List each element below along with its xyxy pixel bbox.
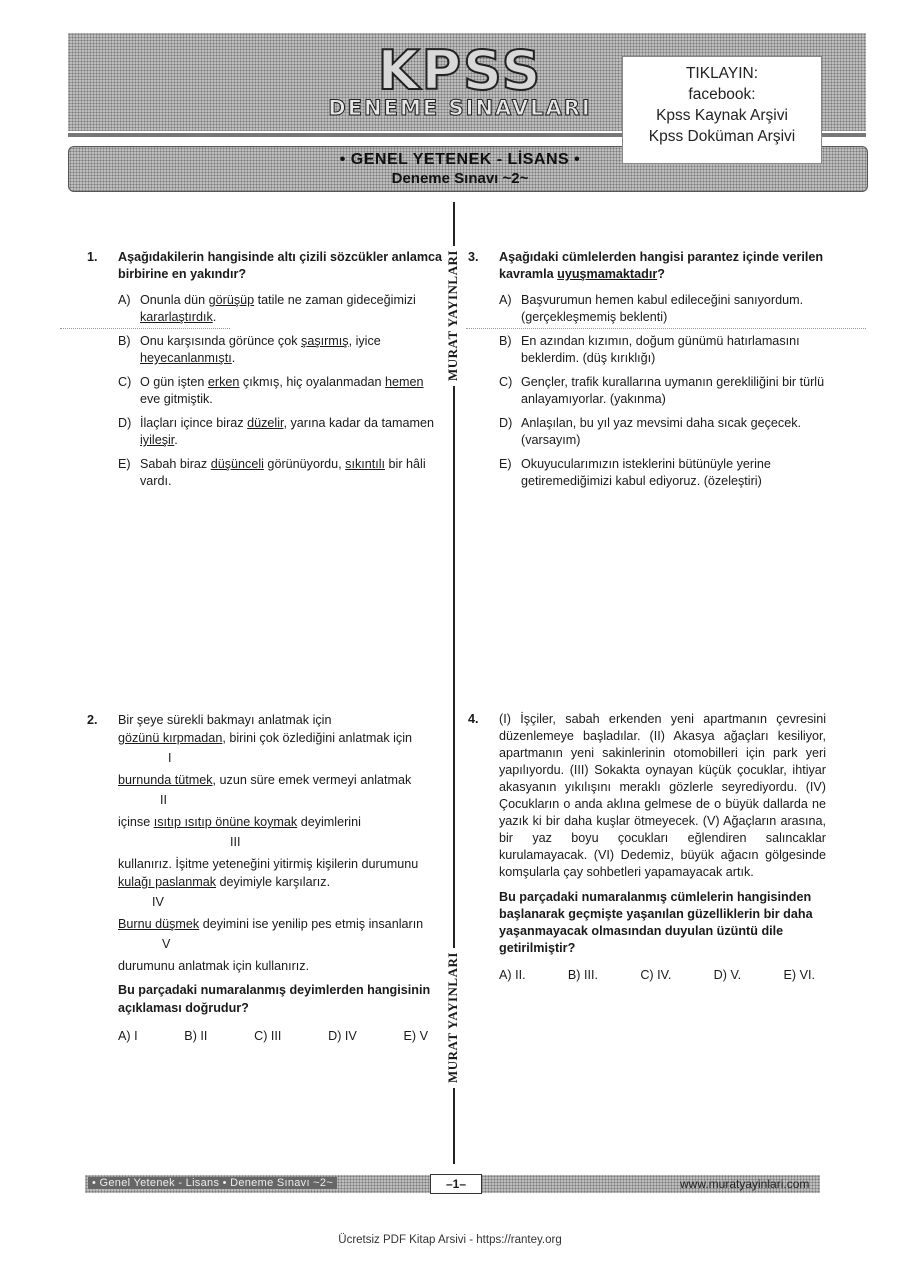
passage-line: Bir şeye sürekli bakmayı anlatmak için (118, 713, 332, 727)
publisher-url-link[interactable]: www.muratyayinlari.com (680, 1177, 810, 1191)
question-1 (87, 249, 443, 497)
passage: (I) İşçiler, sabah erkenden yeni apartmanın çevresini düzenlemeye başladılar. (II) Akasya ağaçları kesiliyor, apartmanın yeni sakinlerinin otomobilleri için park yeri yapılıyordu. (III) Sokakta oynayan küçük çocuklar, ihtiyar akasyanın yıkılışını meraklı gözlerle seyrediyordu. (IV) Çocukların o anda aklına gelmese de o büyük dallarda ne yazık ki bir daha kuşlar ötmeyecek. (V) Ağaçların arasına, bir yaz boyu çocukları eğlendiren salıncaklar kurulamayacak. (VI) Dedemiz, büyük ağacın gölgesinde komşularla çay sohbetleri yapamayacak artık. (499, 712, 826, 879)
question-4 (468, 711, 826, 984)
publisher-vertical-top: MURAT YAYINLARI (445, 246, 465, 386)
answer-b[interactable]: B) III. (567, 968, 598, 982)
bottom-credit: Ücretsiz PDF Kitap Arsivi - https://rantey.org (338, 1234, 562, 1246)
option-b[interactable]: B) En azından kızımın, doğum günümü hatırlamasını beklerdim. (düş kırıklığı) (499, 334, 800, 365)
answer-c[interactable]: C) IV. (640, 968, 672, 982)
option-b[interactable]: B) Onu karşısında görünce çok şaşırmış, iyice heyecanlanmıştı. (118, 334, 381, 365)
kpss-logo: KPSS (377, 39, 543, 102)
answer-c[interactable]: C) III (254, 1029, 282, 1043)
question-number: 3. (468, 250, 479, 264)
question-number: 4. (468, 712, 479, 726)
question-stem: Aşağıdakilerin hangisinde altı çizili sözcükler anlamca birbirine en yakındır? (118, 250, 443, 281)
question-number: 2. (87, 713, 98, 727)
promo-box[interactable] (622, 56, 822, 164)
publisher-vertical-bottom: MURAT YAYINLARI (445, 948, 465, 1088)
option-d[interactable]: D) Anlaşılan, bu yıl yaz mevsimi daha sıcak geçecek. (varsayım) (499, 416, 801, 447)
passage-line: içinse ısıtıp ısıtıp önüne koymak deyimlerini (118, 815, 361, 829)
option-c[interactable]: C) Gençler, trafik kurallarına uymanın gerekliliğini bir türlü anlayamıyorlar. (yakınma) (499, 375, 825, 406)
exam-type-label: • GENEL YETENEK - LİSANS • (339, 151, 581, 168)
answer-d[interactable]: D) V. (713, 968, 742, 982)
page-number: –1– (430, 1174, 482, 1194)
passage-line: Burnu düşmek deyimini ise yenilip pes etmiş insanların (118, 917, 424, 931)
passage-line: durumunu anlatmak için kullanırız. (118, 959, 310, 973)
answer-d[interactable]: D) IV (328, 1029, 357, 1043)
question-2 (87, 711, 443, 1045)
answer-row (499, 967, 815, 984)
promo-line: Kpss Doküman Arşivi (648, 128, 796, 145)
question-stem: Bu parçadaki numaralanmış deyimlerden hangisinin açıklaması doğrudur? (118, 983, 431, 1015)
answer-e[interactable]: E) V (403, 1029, 428, 1043)
question-number: 1. (87, 250, 98, 264)
option-d[interactable]: D) İlaçları içince biraz düzelir, yarına kadar da tamamen iyileşir. (118, 416, 435, 447)
promo-line: TIKLAYIN: (685, 65, 759, 82)
question-3 (468, 249, 826, 497)
promo-line: Kpss Kaynak Arşivi (656, 107, 788, 124)
logo-subtitle: DENEME SINAVLARI (328, 96, 592, 120)
option-a[interactable]: A) Başvurumun hemen kabul edileceğini sanıyordum. (gerçekleşmemiş beklenti) (499, 293, 804, 324)
roman-numeral: IV (152, 895, 164, 909)
promo-line: facebook: (688, 86, 756, 103)
roman-numeral: I (168, 751, 172, 765)
passage-line: kullanırız. İşitme yeteneğini yitirmiş kişilerin durumunu (118, 857, 419, 871)
question-stem: Aşağıdaki cümlelerden hangisi parantez içinde verilen kavramla uyuşmamaktadır? (499, 250, 824, 281)
option-e[interactable]: E) Sabah biraz düşünceli görünüyordu, sıkıntılı bir hâli vardı. (118, 457, 426, 488)
roman-numeral: V (162, 937, 171, 951)
footer-exam-label: • Genel Yetenek - Lisans • Deneme Sınavı ~2~ (88, 1177, 337, 1189)
option-e[interactable]: E) Okuyucularımızın isteklerini bütünüyle yerine getiremediğimizi kabul ediyoruz. (özeleştiri) (499, 457, 771, 488)
answer-a[interactable]: A) I (118, 1029, 138, 1043)
answer-b[interactable]: B) II (184, 1029, 208, 1043)
answer-e[interactable]: E) VI. (783, 968, 815, 982)
roman-numeral: II (160, 793, 167, 807)
passage-line: kulağı paslanmak deyimiyle karşılarız. (118, 875, 331, 889)
answer-row (118, 1027, 428, 1045)
option-c[interactable]: C) O gün işten erken çıkmış, hiç oyalanmadan hemen eve gitmiştik. (118, 375, 424, 406)
option-a[interactable]: A) Onunla dün görüşüp tatile ne zaman gideceğimizi kararlaştırdık. (118, 293, 416, 324)
exam-name-label: Deneme Sınavı ~2~ (391, 170, 529, 187)
passage-line: burnunda tütmek, uzun süre emek vermeyi anlatmak (118, 773, 412, 787)
roman-numeral: III (230, 835, 241, 849)
answer-a[interactable]: A) II. (499, 968, 526, 982)
question-stem: Bu parçadaki numaralanmış cümlelerin hangisinden başlanarak geçmişte yaşanılan güzelliklerin bir daha yaşanmayacak olmasından duyulan üzüntü dile getirilmiştir? (499, 890, 813, 955)
passage-line: gözünü kırpmadan, birini çok özlediğini anlatmak için (118, 731, 413, 745)
